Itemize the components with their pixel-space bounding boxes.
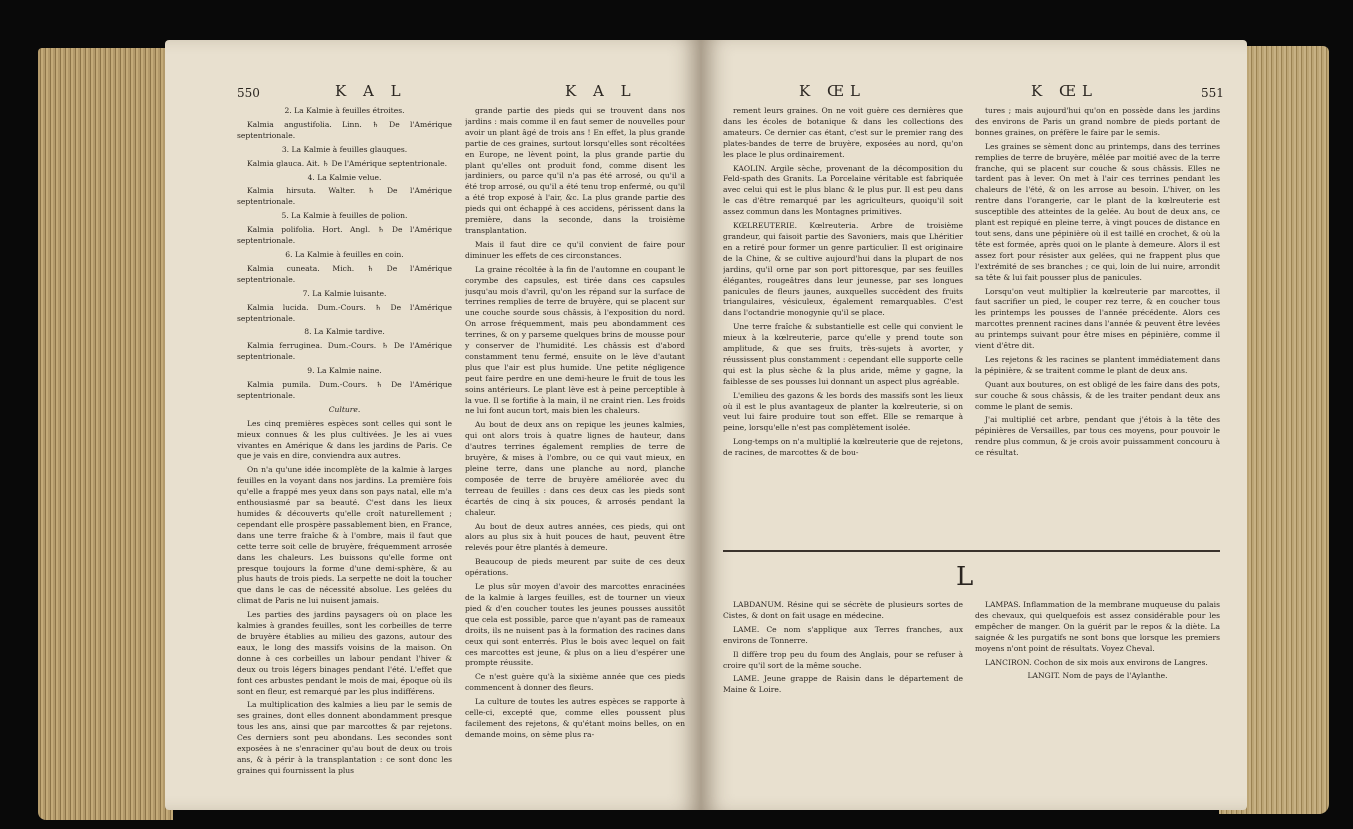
paragraph: LANCIRON. Cochon de six mois aux environs de Langres. xyxy=(985,657,1208,667)
paragraph: 8. La Kalmie tardive. xyxy=(304,327,385,337)
paragraph: KAOLIN. Argile sèche, provenant de la décomposition du Feld-spath des Granits. La Porcelaine véritable est fabriquée avec celui qui est le plus blanc & le plus pur. Il est peu dans le cas d'être remarqué par les agriculteurs, quoiqu'il soit assez commun dans les Montagnes primitives. xyxy=(723,163,963,217)
paragraph: tures ; mais aujourd'hui qu'on en possède dans les jardins des environs de Paris un grand nombre de pieds portant de bonnes graines, on préfère le faire par le semis. xyxy=(975,106,1220,137)
paragraph: La graine récoltée à la fin de l'automne en coupant le corymbe des capsules, est tirée dans ces capsules jusqu'au mois d'avril, qu'on les répand sur la surface de terrines remplies de terre de bruyère, qui se placent sur une couche sourde sous châssis, à l'exposition du nord. On arrose fréquemment, mais peu abondamment ces terrines, & on y parseme quelques brins de mousse pour y conserver de l'humidité. Les châssis est d'abord constamment tenu fermé, ensuite on le lève d'autant plus que l'air est plus humide. Une petite négligence peut faire perdre en une demi-heure le fruit de tous les soins antérieurs. Le plant lève est à peine perceptible à la vue. Il se fortifie à la main, il ne craint rien. Les froids ne lui font aucun tort, mais bien les chaleurs. xyxy=(465,264,685,416)
section-letter: L xyxy=(956,562,976,592)
paragraph: LABDANUM. Résine qui se sécrète de plusieurs sortes de Cistes, & dont on fait usage en médecine. xyxy=(723,600,963,620)
right-column-1 xyxy=(723,106,963,536)
paragraph: 2. La Kalmie à feuilles étroites. xyxy=(284,106,405,115)
paragraph: Kalmia glauca. Ait. ♄ De l'Amérique septentrionale. xyxy=(247,158,448,168)
paragraph: Quant aux boutures, on est obligé de les faire dans des pots, sur couche & sous châssis, & de les traiter pendant deux ans comme le plant de semis. xyxy=(975,379,1220,411)
right-running-head: K ŒL xyxy=(799,82,866,100)
left-column-1 xyxy=(237,106,452,786)
paragraph: LAME. Ce nom s'applique aux Terres franches, aux environs de Tonnerre. xyxy=(723,624,963,645)
left-running-head-2: K A L xyxy=(565,82,637,100)
paragraph: J'ai multiplié cet arbre, pendant que j'étois à la tête des pépinières de Versailles, par tous ces moyens, pour pouvoir le rendre plus commun, & je crois avoir puissamment concouru à ce résultat. xyxy=(975,415,1220,458)
section-rule xyxy=(723,550,1220,552)
paragraph: 7. La Kalmie luisante. xyxy=(302,288,387,298)
paragraph: Mais il faut dire ce qu'il convient de faire pour diminuer les effets de ces circonstances. xyxy=(465,239,685,260)
paragraph: Kalmia angustifolia. Linn. ♄ De l'Amérique septentrionale. xyxy=(237,119,452,140)
paragraph: Kalmia cuneata. Mich. ♄ De l'Amérique septentrionale. xyxy=(237,263,452,284)
paragraph: On n'a qu'une idée incomplète de la kalmie à larges feuilles en la voyant dans nos jardins. La première fois qu'elle a frappé mes yeux dans son pays natal, elle m'a enthousiasmé par sa beauté. C'est dans les lieux humides & découverts qu'elle croît naturellement ; cependant elle prospère passablement bien, en France, dans une terre fraîche & à l'ombre, mais il faut que cette terre soit celle de bruyère, fréquemment arrosée dans les chaleurs. Les buissons qu'elle forme ont presque toujours la forme d'une demi-sphère, & au plus hauts de trois pieds. La serpette ne doit la toucher que dans le cas de nécessité absolue. Les gelées du climat de Paris ne lui nuisent jamais. xyxy=(237,465,452,606)
right-page xyxy=(701,40,1247,810)
paragraph: rement leurs graines. On ne voit guère ces dernières que dans les écoles de botanique & dans les collections des amateurs. Ce dernier cas étant, c'est sur le premier rang des plates-bandes de terre de bruyère, exposées au nord, qu'on les place le plus ordinairement. xyxy=(723,106,963,159)
paragraph: Ce n'est guère qu'à la sixième année que ces pieds commencent à donner des fleurs. xyxy=(465,672,685,693)
paragraph: LAME. Jeune grappe de Raisin dans le département de Maine & Loire. xyxy=(723,674,963,695)
paragraph: Il diffère trop peu du foum des Anglais, pour se refuser à croire qu'il sort de la même souche. xyxy=(723,649,963,670)
right-page-number: 551 xyxy=(1201,86,1224,100)
paragraph: LAMPAS. Inflammation de la membrane muqueuse du palais des chevaux, qui quelquefois est assez considérable pour les empêcher de manger. On la guérit par le repos & la diète. La saignée & les purgatifs ne sont bons que lorsque les premiers moyens n'ont point de résultats. Voyez Cheval. xyxy=(975,600,1220,653)
paragraph: Culture. xyxy=(328,404,361,414)
paragraph: Les parties des jardins paysagers où on place les kalmies à grandes feuilles, sont les corbeilles de terre de bruyère établies au milieu des gazons, autour des eaux, le long des massifs voisins de la maison. On donne à ces corbeilles un labour pendant l'hiver & deux ou trois légers binages pendant l'été. L'effet que font ces arbustes pendant le mois de mai, époque où ils sont en fleur, est remarqué par les plus indifférens. xyxy=(237,610,452,696)
paragraph: Au bout de deux ans on repique les jeunes kalmies, qui ont alors trois à quatre lignes de hauteur, dans d'autres terrines également remplies de terre de bruyère, & mises à l'ombre, ou ce qui vaut mieux, en pleine terre, dans une planche au nord, planche composée de terre de bruyère améliorée avec du terreau de feuilles : dans ces deux cas les pieds sont écartés de cinq à six pouces, & arrosés pendant la chaleur. xyxy=(465,420,685,517)
paragraph: Kalmia hirsuta. Walter. ♄ De l'Amérique septentrionale. xyxy=(237,186,452,207)
paragraph: Le plus sûr moyen d'avoir des marcottes enracinées de la kalmie à larges feuilles, est de tourner un vieux pied & d'en coucher toutes les jeunes pousses aussitôt que cela est possible, parce que n'ayant pas de rameaux droits, ils ne nuisent pas à la formation des racines dans ceux qui sont enterrés. Plus le bois avec lequel on fait ces marcottes est jeune, & plus on a lieu d'espérer une prompte réussite. xyxy=(465,582,685,668)
paragraph: Long-temps on n'a multiplié la kœlreuterie que de rejetons, de racines, de marcottes & de bou- xyxy=(723,437,963,458)
paragraph: Les graines se sèment donc au printemps, dans des terrines remplies de terre de bruyère, mêlée par moitié avec de la terre franche, qui se placent sur couche & sous châssis. Elles ne tardent pas à lever. On met à l'air ces terrines pendant les chaleurs de l'été, & on les arrose au besoin. L'hiver, on les rentre dans l'orangerie, car le plant de la kœlreuterie est susceptible des atteintes de la gelée. Au bout de deux ans, ce plant est repiqué en pleine terre, à vingt pouces de distance en tout sens, dans une pépinière où il est taillé en crochet, & où la tête est formée, après quoi on le plante à demeure. Alors il est assez fort pour résister aux gelées, qui ne frappent plus que l'extrémité de ses branches ; ce qui, loin de lui nuire, arrondit sa tête & lui fait pousser plus de panicules. xyxy=(975,141,1220,282)
paragraph: grande partie des pieds qui se trouvent dans nos jardins : mais comme il en faut semer de nouvelles pour avoir un plant âgé de trois ans ! En effet, la plus grande partie de ces graines, surtout lorsqu'elles sont récoltées en Europe, ne lèvent point, la plus grande partie du plant qu'elles ont produit fond, comme disent les jardiniers, ou parce qu'il n'a pas été arrosé, ou qu'il a été trop arrosé, ou qu'il a été tenu trop enfermé, ou qu'il a été trop exposé à l'air, &c. La plus grande partie des pieds qui ont échappé à ces accidens, périssent dans la première, dans la seconde, dans la troisième transplantation. xyxy=(465,106,685,235)
paragraph: Kalmia polifolia. Hort. Angl. ♄ De l'Amérique septentrionale. xyxy=(237,225,452,246)
left-running-head: K A L xyxy=(335,82,407,100)
paragraph: L'emilieu des gazons & les bords des massifs sont les lieux où il est le plus avantageux de planter la kœlreuterie, si on veut lui faire produire tout son effet. Elle se remarque à peine, lorsqu'elle n'est pas complètement isolée. xyxy=(723,390,963,433)
left-page-number: 550 xyxy=(237,86,260,100)
paragraph: 4. La Kalmie velue. xyxy=(307,172,382,182)
paragraph: 9. La Kalmie naine. xyxy=(307,366,382,376)
paragraph: Kalmia ferruginea. Dum.-Cours. ♄ De l'Amérique septentrionale. xyxy=(237,341,452,362)
paragraph: Les cinq premières espèces sont celles qui sont le mieux connues & les plus cultivées. Je les ai vues vivantes en Amérique & dans les jardins de Paris. Ce que je vais en dire, conviendra aux autres. xyxy=(237,418,452,461)
paragraph: Beaucoup de pieds meurent par suite de ces deux opérations. xyxy=(465,557,685,578)
paragraph: Kalmia pumila. Dum.-Cours. ♄ De l'Amérique septentrionale. xyxy=(237,380,452,400)
right-running-head-2: K ŒL xyxy=(1031,82,1098,100)
paragraph: La culture de toutes les autres espèces se rapporte à celle-ci, excepté que, comme elles poussent plus facilement des rejetons, & qu'étant moins belles, on en demande moins, on sème plus ra- xyxy=(465,697,685,739)
paragraph: 6. La Kalmie à feuilles en coin. xyxy=(285,249,404,259)
left-page xyxy=(165,40,701,810)
paragraph: 5. La Kalmie à feuilles de polion. xyxy=(281,211,408,221)
paragraph: Au bout de deux autres années, ces pieds, qui ont alors au plus six à huit pouces de haut, peuvent être relevés pour être plantés à demeure. xyxy=(465,521,685,553)
paragraph: 3. La Kalmie à feuilles glauques. xyxy=(281,144,408,154)
paragraph: KŒLREUTERIE. Kœlreuteria. Arbre de troisième grandeur, qui faisoit partie des Savoniers, mais que Lhéritier en a retiré pour former un genre particulier. Il est originaire de la Chine, & se cultive aujourd'hui dans la plupart de nos jardins, qu'il orne par son port pittoresque, par ses feuilles élégantes, rougeâtres dans leur jeunesse, par ses longues panicules de fleurs jaunes, auxquelles succèdent des fruits triangulaires, vésiculeux, également remarquables. C'est dans l'octandrie monogynie qu'il se place. xyxy=(723,221,963,318)
paragraph: LANGIT. Nom de pays de l'Aylanthe. xyxy=(1027,671,1168,681)
open-book xyxy=(10,18,1345,818)
left-column-2 xyxy=(465,106,685,786)
paragraph: Kalmia lucida. Dum.-Cours. ♄ De l'Amérique septentrionale. xyxy=(237,302,452,323)
paragraph: Une terre fraîche & substantielle est celle qui convient le mieux à la kœlreuterie, parce qu'elle y prend toute son amplitude, & que ses fruits, très-sujets à avorter, y réussissent plus constamment : cependant elle supporte celle qui est la plus sèche & la plus aride, même y gagne, la faiblesse de ses pousses lui donnant un aspect plus agréable. xyxy=(723,322,963,386)
right-column-3 xyxy=(723,600,963,770)
right-column-4 xyxy=(975,600,1220,770)
right-column-2 xyxy=(975,106,1220,536)
paragraph: Les rejetons & les racines se plantent immédiatement dans la pépinière, & se traitent comme le plant de deux ans. xyxy=(975,354,1220,375)
paragraph: Lorsqu'on veut multiplier la kœlreuterie par marcottes, il faut sacrifier un pied, le couper rez terre, & en coucher tous les printemps les pousses de l'année précédente. Alors ces marcottes prennent racines dans l'année & peuvent être levées au printemps suivant pour être mises en pépinière, comme il vient d'être dit. xyxy=(975,286,1220,351)
left-page-edges xyxy=(38,48,173,820)
paragraph: La multiplication des kalmies a lieu par le semis de ses graines, dont elles donnent abondamment presque tous les ans, ainsi que par marcottes & par rejetons. Ces derniers sont peu abondans. Les secondes sont exposées à ne s'enraciner qu'au bout de deux ou trois ans, & à périr à la transplantation : ce sont donc les graines qui fournissent la plus xyxy=(237,700,452,775)
